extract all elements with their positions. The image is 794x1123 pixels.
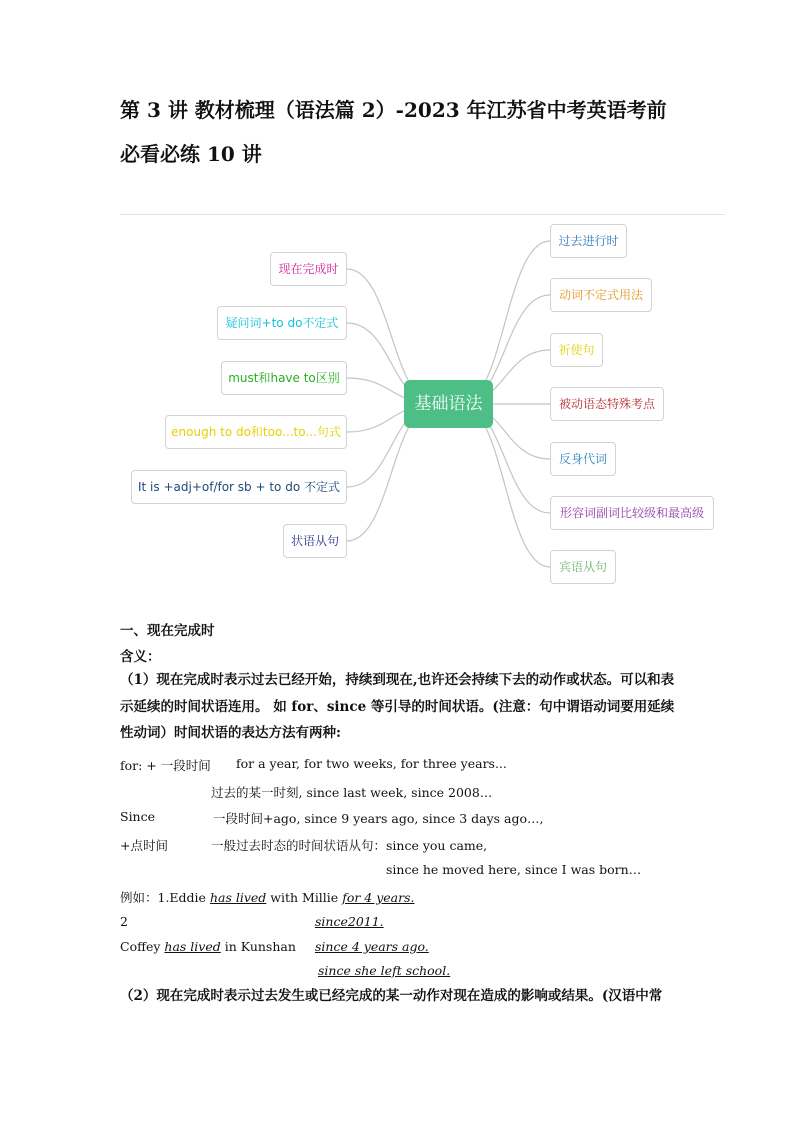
- since-point-line: 过去的某一时刻, since last week, since 2008…: [211, 785, 493, 800]
- example-2-number: 2: [120, 914, 128, 929]
- mindmap-node-past-continuous: 过去进行时: [550, 224, 627, 258]
- example-mid: with Millie: [266, 890, 343, 905]
- example-3-place: in Kunshan: [220, 939, 296, 954]
- mind-map-connectors: [0, 215, 794, 600]
- page-title-line1: 第 3 讲 教材梳理（语法篇 2）-2023 年江苏省中考英语考前: [120, 98, 667, 122]
- connector-right-6: [460, 404, 550, 567]
- mindmap-node-present-perfect: 现在完成时: [270, 252, 347, 286]
- since-clause-line-2: since he moved here, since I was born…: [386, 862, 642, 877]
- mindmap-node-wh-to-do: 疑问词+to do不定式: [217, 306, 347, 340]
- section-heading: 一、现在完成时: [120, 623, 215, 639]
- example-verb: has lived: [209, 890, 267, 905]
- mindmap-node-it-is-adj: It is +adj+of/for sb + to do 不定式: [131, 470, 347, 504]
- mindmap-node-adverbial-clause: 状语从句: [283, 524, 347, 558]
- mindmap-node-infinitive-usage: 动词不定式用法: [550, 278, 652, 312]
- mindmap-node-passive-voice: 被动语态特殊考点: [550, 387, 664, 421]
- for-label: for: + 一段时间: [120, 758, 211, 773]
- example-4-since: since she left school.: [318, 963, 451, 978]
- since-period-line: 一段时间+ago, since 9 years ago, since 3 days ago…,: [213, 811, 544, 826]
- example-3-subject: Coffey: [120, 939, 165, 954]
- mindmap-node-must-have-to: must和have to区别: [221, 361, 347, 395]
- for-examples: for a year, for two weeks, for three years...: [236, 756, 507, 771]
- page-title-line2: 必看必练 10 讲: [120, 142, 262, 166]
- mindmap-node-imperative: 祈使句: [550, 333, 603, 367]
- mindmap-node-reflexive-pronoun: 反身代词: [550, 442, 616, 476]
- since-clause-line: 一般过去时态的时间状语从句：since you came,: [211, 838, 488, 853]
- example-duration: for 4 years.: [342, 890, 415, 905]
- mindmap-center-node: 基础语法: [404, 380, 493, 428]
- example-3-since: since 4 years ago.: [315, 939, 429, 954]
- mindmap-node-comparatives: 形容词副词比较级和最高级: [550, 496, 714, 530]
- paragraph-1: （1）现在完成时表示过去已经开始，持续到现在,也许还会持续下去的动作或状态。可以和表示延续的时间状语连用。 如 for、since 等引导的时间状语。(注意：句中谓语动词要用延续性动词）时间状语的表达方法有两种:: [120, 672, 675, 741]
- point-time-label: +点时间: [120, 838, 168, 853]
- example-3-verb: has lived: [164, 939, 221, 954]
- mindmap-node-enough-too: enough to do和too...to...句式: [165, 415, 347, 449]
- example-2-since: since2011.: [315, 914, 384, 929]
- example-1: [120, 888, 415, 906]
- example-3: [120, 939, 296, 954]
- since-label: Since: [120, 809, 156, 824]
- meaning-label: 含义：: [120, 649, 161, 665]
- mindmap-node-object-clause: 宾语从句: [550, 550, 616, 584]
- paragraph-2: （2）现在完成时表示过去发生或已经完成的某一动作对现在造成的影响或结果。(汉语中常: [120, 988, 663, 1004]
- example-prefix: 例如：1.Eddie: [120, 890, 210, 905]
